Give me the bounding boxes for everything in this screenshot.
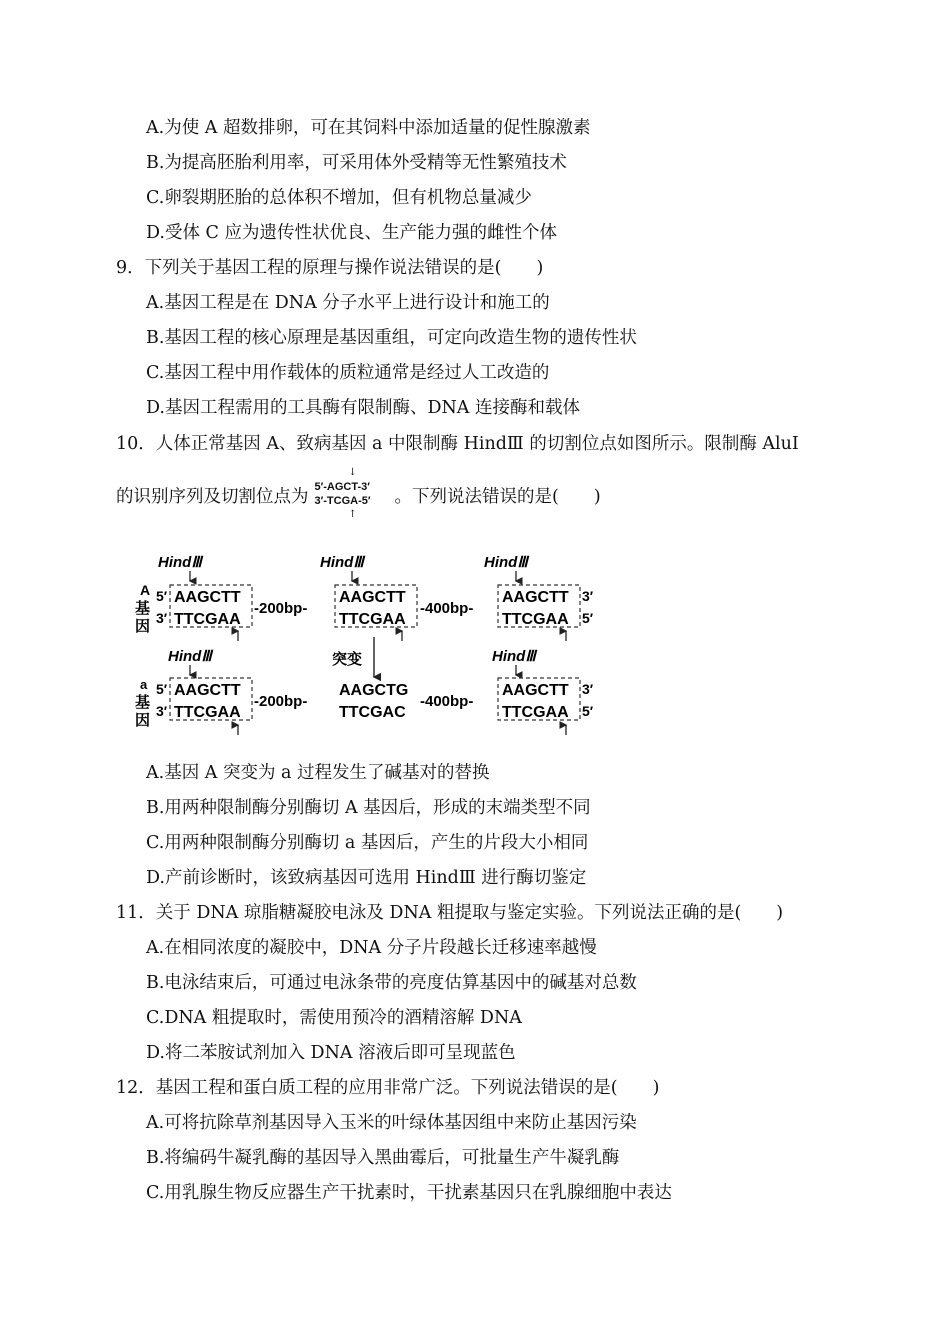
q11-option-d: D.将二苯胺试剂加入 DNA 溶液后即可呈现蓝色	[146, 1043, 516, 1063]
a2-gap-200: -200bp-	[254, 693, 308, 710]
q11-stem: 11．关于 DNA 琼脂糖凝胶电泳及 DNA 粗提取与鉴定实验。下列说法正确的是( )	[116, 903, 784, 923]
a-site2-top: AAGCTT	[339, 589, 406, 606]
a2-site1-bottom: TTCGAA	[174, 704, 241, 721]
alu-cut-arrow-bottom: ↑	[348, 508, 357, 520]
q8-option-d: D.受体 C 应为遗传性状优良、生产能力强的雌性个体	[146, 223, 557, 243]
a2-site3-top: AAGCTT	[502, 682, 569, 699]
q9-option-a: A.基因工程是在 DNA 分子水平上进行设计和施工的	[146, 293, 550, 313]
a-row1-5prime: 5′	[156, 588, 168, 604]
a2-site1-top: AAGCTT	[174, 682, 241, 699]
q10-option-c: C.用两种限制酶分别酶切 a 基因后，产生的片段大小相同	[146, 833, 589, 853]
a-site1-bottom: TTCGAA	[174, 611, 241, 628]
hind-label-4: HindⅢ	[168, 648, 212, 665]
a-gap-200: -200bp-	[254, 600, 308, 617]
a-site3-bottom: TTCGAA	[502, 611, 569, 628]
a-row1-3prime: 3′	[156, 610, 168, 626]
alu-cut-arrow-top: ↓	[348, 466, 357, 478]
a2-mut-bottom: TTCGAC	[339, 704, 406, 721]
a2-site3-bottom: TTCGAA	[502, 704, 569, 721]
q12-option-b: B.将编码牛凝乳酶的基因导入黑曲霉后，可批量生产牛凝乳酶	[146, 1148, 620, 1168]
a-row1-5prime-right: 5′	[582, 610, 594, 626]
alu-seq-top: 5′-AGCT-3′	[314, 480, 370, 493]
q9-option-d: D.基因工程需用的工具酶有限制酶、DNA 连接酶和载体	[146, 398, 581, 418]
a2-mut-top: AAGCTG	[339, 682, 409, 699]
q9-option-c: C.基因工程中用作载体的质粒通常是经过人工改造的	[146, 363, 550, 383]
q11-option-a: A.在相同浓度的凝胶中，DNA 分子片段越长迁移速率越慢	[146, 938, 597, 958]
hind-label-3: HindⅢ	[484, 554, 528, 571]
hind-label-1: HindⅢ	[158, 554, 202, 571]
q10-option-d: D.产前诊断时，该致病基因可选用 HindⅢ 进行酶切鉴定	[146, 868, 587, 888]
mutation-label: 突变	[332, 651, 363, 668]
a-gap-400: -400bp-	[420, 600, 474, 617]
gene-A-char3: 因	[135, 618, 151, 635]
q10-stem-post: 。下列说法错误的是( )	[394, 487, 601, 507]
q9-stem: 9．下列关于基因工程的原理与操作说法错误的是( )	[116, 258, 544, 278]
q8-option-b: B.为提高胚胎利用率，可采用体外受精等无性繁殖技术	[146, 153, 567, 173]
q11-option-b: B.电泳结束后，可通过电泳条带的亮度估算基因中的碱基对总数	[146, 973, 637, 993]
a2-gap-400: -400bp-	[420, 693, 474, 710]
gene-a-letter: a	[140, 677, 148, 692]
hind-site-figure	[130, 545, 610, 740]
a-site2-bottom: TTCGAA	[339, 611, 406, 628]
q10-stem-line2	[116, 467, 601, 528]
q10-stem-line1: 10．人体正常基因 A、致病基因 a 中限制酶 HindⅢ 的切割位点如图所示。限制酶 AluⅠ	[116, 434, 799, 454]
gene-a-char3: 因	[135, 712, 151, 729]
q12-option-a: A.可将抗除草剂基因导入玉米的叶绿体基因组中来防止基因污染	[146, 1113, 637, 1133]
gene-a-char2: 基	[135, 694, 151, 711]
q12-stem: 12．基因工程和蛋白质工程的应用非常广泛。下列说法错误的是( )	[116, 1078, 660, 1098]
q10-stem-pre: 的识别序列及切割位点为	[116, 487, 309, 507]
q8-option-c: C.卵裂期胚胎的总体积不增加，但有机物总量减少	[146, 188, 532, 208]
hind-label-2: HindⅢ	[320, 554, 364, 571]
a-site1-top: AAGCTT	[174, 589, 241, 606]
hind-label-5: HindⅢ	[492, 648, 536, 665]
alu-seq-bottom: 3′-TCGA-5′	[314, 494, 371, 507]
q10-option-b: B.用两种限制酶分别酶切 A 基因后，形成的末端类型不同	[146, 798, 591, 818]
q9-option-b: B.基因工程的核心原理是基因重组，可定向改造生物的遗传性状	[146, 328, 637, 348]
a-site3-top: AAGCTT	[502, 589, 569, 606]
a2-5prime-right: 5′	[582, 703, 594, 719]
a2-5prime: 5′	[156, 681, 168, 697]
gene-A-letter: A	[140, 582, 151, 598]
q11-option-c: C.DNA 粗提取时，需使用预冷的酒精溶解 DNA	[146, 1008, 522, 1028]
a2-3prime: 3′	[156, 703, 168, 719]
a2-3prime-right: 3′	[582, 681, 594, 697]
alu-site-image	[311, 468, 393, 528]
q8-option-a: A.为使 A 超数排卵，可在其饲料中添加适量的促性腺激素	[146, 118, 591, 138]
a-row1-3prime-right: 3′	[582, 588, 594, 604]
q12-option-c: C.用乳腺生物反应器生产干扰素时，干扰素基因只在乳腺细胞中表达	[146, 1183, 672, 1203]
gene-A-char2: 基	[135, 600, 151, 617]
q10-option-a: A.基因 A 突变为 a 过程发生了碱基对的替换	[146, 763, 490, 783]
